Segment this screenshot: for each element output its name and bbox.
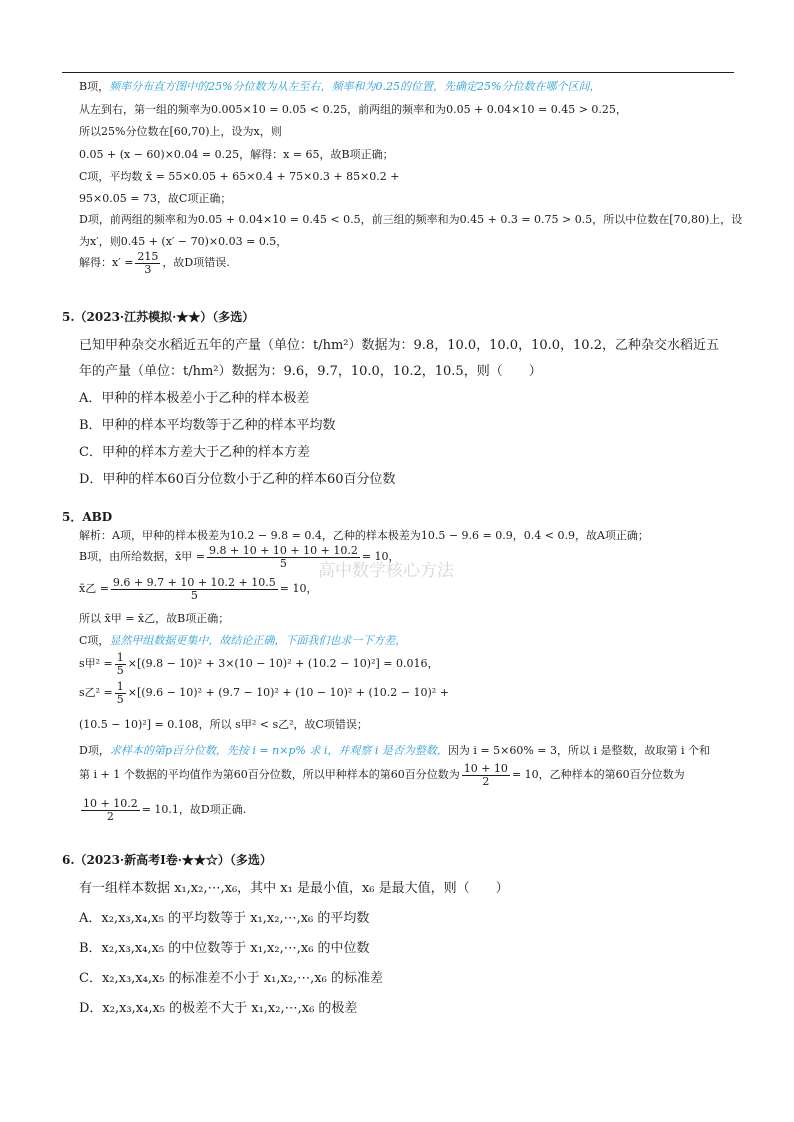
q6-option-c: C．x₂,x₃,x₄,x₅ 的标准差不小于 x₁,x₂,⋯,x₆ 的标准差 (79, 971, 383, 986)
sol5-d-line1: D项，求样本的第p百分位数，先按 i = n×p% 求 i，并观察 i 是否为整数，因为 i = 5×60% = 3，所以 i 是整数，故取第 i 个和 (79, 744, 711, 757)
q6-header: 6.（2023·新高考Ⅰ卷·★★☆）（多选） (62, 853, 272, 867)
q5-header: 5.（2023·江苏模拟·★★）（多选） (62, 310, 255, 324)
watermark: 高中数学核心方法 (318, 561, 454, 581)
sol4-b-line3: 所以25%分位数在[60,70)上，设为x，则 (79, 125, 282, 138)
q5-stem-line2: 年的产量（单位：t/hm²）数据为：9.6，9.7，10.0，10.2，10.5，则（ ） (79, 364, 542, 379)
sol5-c-line4: (10.5 − 10)²] = 0.108，所以 s甲² < s乙²，故C项错误； (79, 718, 368, 731)
fraction: $\frac{9.6 + 9.7 + 10 + 10.2 + 10.5}{5}$ (112, 575, 276, 602)
sol5-c-line2: s甲² = $\frac{1}{5}$ ×[(9.8 − 10)² + 3×(10 − 10)² + (10.2 − 10)²] = 0.016， (79, 650, 439, 677)
fraction: $\frac{1}{5}$ (116, 679, 124, 706)
fraction: $\frac{9.8 + 10 + 10 + 10 + 10.2}{5}$ (209, 543, 358, 570)
q6-option-d: D．x₂,x₃,x₄,x₅ 的极差不大于 x₁,x₂,⋯,x₆ 的极差 (79, 1001, 358, 1016)
sol4-b-line4: 0.05 + (x − 60)×0.04 = 0.25，解得：x = 65，故B项正确； (79, 148, 394, 161)
q6-option-a: A．x₂,x₃,x₄,x₅ 的平均数等于 x₁,x₂,⋯,x₆ 的平均数 (79, 911, 370, 926)
sol5-b-line3: 所以 x̄甲 = x̄乙，故B项正确； (79, 612, 230, 625)
sol5-c-line1: C项，显然甲组数据更集中，故结论正确，下面我们也求一下方差， (79, 634, 407, 647)
sol5-c-line3: s乙² = $\frac{1}{5}$ ×[(9.6 − 10)² + (9.7 − 10)² + (10 − 10)² + (10.2 − 10)² + (79, 679, 449, 706)
q5-option-a: A．甲种的样本极差小于乙种的样本极差 (79, 391, 310, 406)
sol4-b-line1: B项，频率分布直方图中的25%分位数为从左至右，频率和为0.25的位置，先确定25%分位数在哪个区间， (79, 80, 601, 93)
fraction: $\frac{215}{3}$ (137, 249, 159, 276)
sol4-c-line2: 95×0.05 = 73，故C项正确； (79, 192, 232, 205)
sol4-d-line1: D项，前两组的频率和为0.05 + 0.04×10 = 0.45 < 0.5，前三组的频率和为0.45 + 0.3 = 0.75 > 0.5，所以中位数在[70,80)上，设 (79, 213, 743, 226)
header-rule (62, 72, 734, 73)
sol4-d-line2: 为x′，则0.45 + (x′ − 70)×0.03 = 0.5， (79, 235, 288, 248)
fraction: $\frac{10 + 10}{2}$ (463, 761, 508, 788)
fraction: $\frac{10 + 10.2}{2}$ (83, 796, 138, 823)
q6-stem: 有一组样本数据 x₁,x₂,⋯,x₆，其中 x₁ 是最小值，x₆ 是最大值，则（ ） (79, 881, 509, 896)
sol5-d-line2: 第 i + 1 个数据的平均值作为第60百分位数，所以甲种样本的第60百分位数为 $\frac{10 + 10}{2}$ = 10，乙种样本的第60百分位数为 (79, 761, 685, 788)
q5-option-c: C．甲种的样本方差大于乙种的样本方差 (79, 445, 310, 460)
q5-option-d: D．甲种的样本60百分位数小于乙种的样本60百分位数 (79, 472, 396, 487)
sol5-a-line: 解析：A项，甲种的样本极差为10.2 − 9.8 = 0.4，乙种的样本极差为10.5 − 9.6 = 0.9，0.4 < 0.9，故A项正确； (79, 529, 649, 542)
q6-option-b: B．x₂,x₃,x₄,x₅ 的中位数等于 x₁,x₂,⋯,x₆ 的中位数 (79, 941, 370, 956)
q5-stem-line1: 已知甲种杂交水稻近五年的产量（单位：t/hm²）数据为：9.8，10.0，10.0，10.0，10.2，乙种杂交水稻近五 (79, 338, 719, 353)
sol5-b-line1: B项，由所给数据，x̄甲 = $\frac{9.8 + 10 + 10 + 10 + 10.2}{5}$ = 10， (79, 543, 400, 570)
sol5-d-line3: $\frac{10 + 10.2}{2}$ = 10.1，故D项正确. (83, 796, 247, 823)
q5-option-b: B．甲种的样本平均数等于乙种的样本平均数 (79, 418, 336, 433)
sol4-b-line2: 从左到右，第一组的频率为0.005×10 = 0.05 < 0.25，前两组的频率和为0.05 + 0.04×10 = 0.45 > 0.25， (79, 103, 627, 116)
fraction: $\frac{1}{5}$ (116, 650, 124, 677)
sol5-answer: 5．ABD (62, 510, 113, 524)
sol5-b-line2: x̄乙 = $\frac{9.6 + 9.7 + 10 + 10.2 + 10.5}{5}$ = 10， (79, 575, 318, 602)
sol4-d-line3: 解得：x′ = $\frac{215}{3}$ ，故D项错误. (79, 249, 230, 276)
sol4-c-line1: C项，平均数 x̄ = 55×0.05 + 65×0.4 + 75×0.3 + 85×0.2 + (79, 170, 400, 183)
